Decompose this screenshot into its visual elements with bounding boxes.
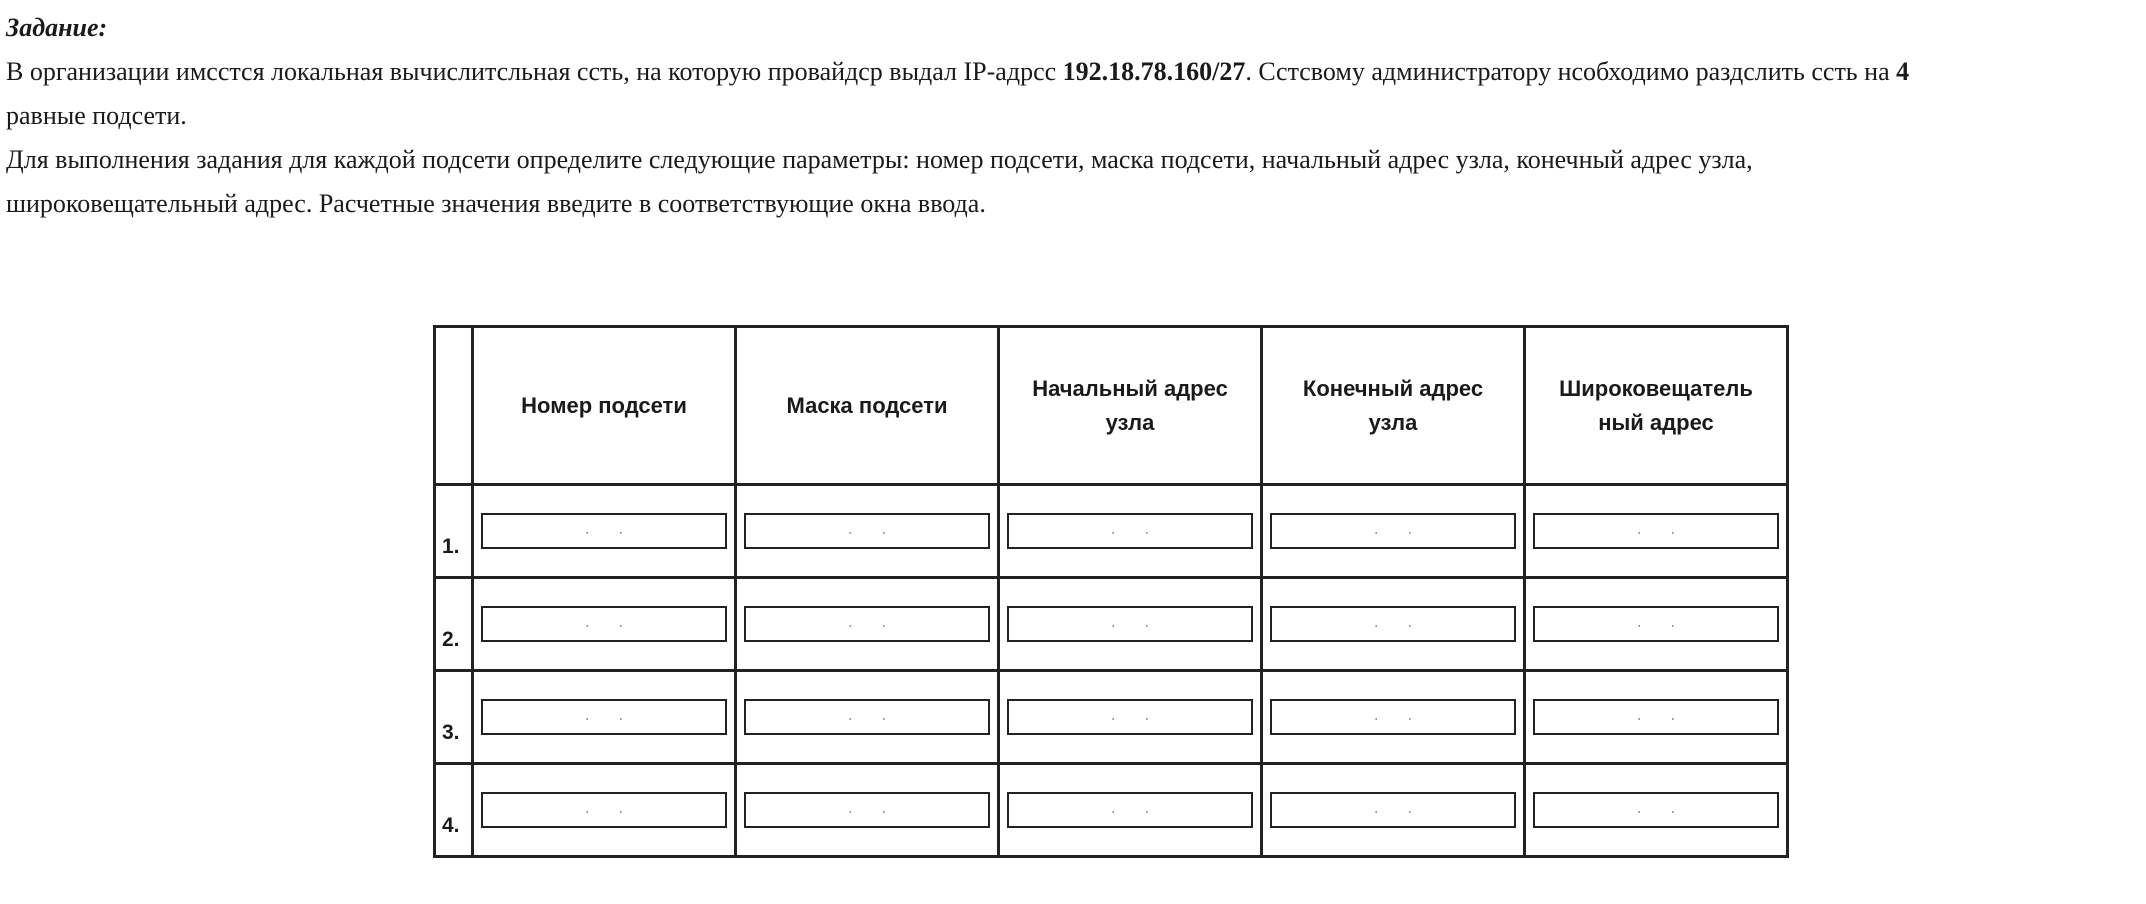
broadcast-input[interactable]: . . bbox=[1533, 513, 1779, 549]
first-host-input[interactable]: . . bbox=[1007, 699, 1253, 735]
subnet-mask-input[interactable]: . . bbox=[744, 792, 990, 828]
task-p1-count: 4 bbox=[1896, 57, 1910, 86]
table-header-row bbox=[435, 327, 1788, 485]
task-paragraph-3: Для выполнения задания для каждой подсети определите следующие параметры: номер подсети, маска подсети, начальный адрес узла, конечный адрес узла, bbox=[6, 145, 1753, 174]
subnet-number-input[interactable]: . . bbox=[481, 513, 727, 549]
header-subnet-number: Номер подсети bbox=[473, 327, 736, 485]
row-label: 4. bbox=[435, 764, 473, 857]
table-corner-cell bbox=[435, 327, 473, 485]
header-first-host: Начальный адрес узла bbox=[999, 327, 1262, 485]
task-paragraph-2: равные подсети. bbox=[6, 101, 187, 130]
last-host-input[interactable]: . . bbox=[1270, 699, 1516, 735]
subnet-mask-input[interactable]: . . bbox=[744, 513, 990, 549]
last-host-input[interactable]: . . bbox=[1270, 606, 1516, 642]
first-host-input[interactable]: . . bbox=[1007, 792, 1253, 828]
subnet-mask-input[interactable]: . . bbox=[744, 699, 990, 735]
row-label: 2. bbox=[435, 578, 473, 671]
broadcast-input[interactable]: . . bbox=[1533, 792, 1779, 828]
header-last-host: Конечный адрес узла bbox=[1262, 327, 1525, 485]
subnet-number-input[interactable]: . . bbox=[481, 699, 727, 735]
first-host-input[interactable]: . . bbox=[1007, 606, 1253, 642]
subnet-mask-input[interactable]: . . bbox=[744, 606, 990, 642]
task-text bbox=[6, 6, 2140, 226]
table-row bbox=[435, 671, 1788, 764]
last-host-input[interactable]: . . bbox=[1270, 513, 1516, 549]
task-title: Задание: bbox=[6, 13, 108, 42]
task-p1-part2: . Сстсвому администратору нсобходимо раздслить ссть на bbox=[1245, 57, 1897, 86]
subnet-number-input[interactable]: . . bbox=[481, 606, 727, 642]
header-broadcast: Широковещатель ный адрес bbox=[1525, 327, 1788, 485]
table-row bbox=[435, 485, 1788, 578]
task-paragraph-1 bbox=[6, 50, 2140, 94]
broadcast-input[interactable]: . . bbox=[1533, 606, 1779, 642]
subnet-table bbox=[433, 325, 1789, 858]
table-row bbox=[435, 578, 1788, 671]
header-subnet-mask: Маска подсети bbox=[736, 327, 999, 485]
row-label: 3. bbox=[435, 671, 473, 764]
task-paragraph-4: широковещательный адрес. Расчетные значения введите в соответствующие окна ввода. bbox=[6, 189, 986, 218]
task-p1-ip: 192.18.78.160/27 bbox=[1062, 57, 1246, 86]
row-label: 1. bbox=[435, 485, 473, 578]
broadcast-input[interactable]: . . bbox=[1533, 699, 1779, 735]
subnet-number-input[interactable]: . . bbox=[481, 792, 727, 828]
first-host-input[interactable]: . . bbox=[1007, 513, 1253, 549]
table-row bbox=[435, 764, 1788, 857]
last-host-input[interactable]: . . bbox=[1270, 792, 1516, 828]
task-p1-part1: В организации имсстся локальная вычислитсльная ссть, на которую провайдср выдал IP-адрсс bbox=[6, 57, 1063, 86]
